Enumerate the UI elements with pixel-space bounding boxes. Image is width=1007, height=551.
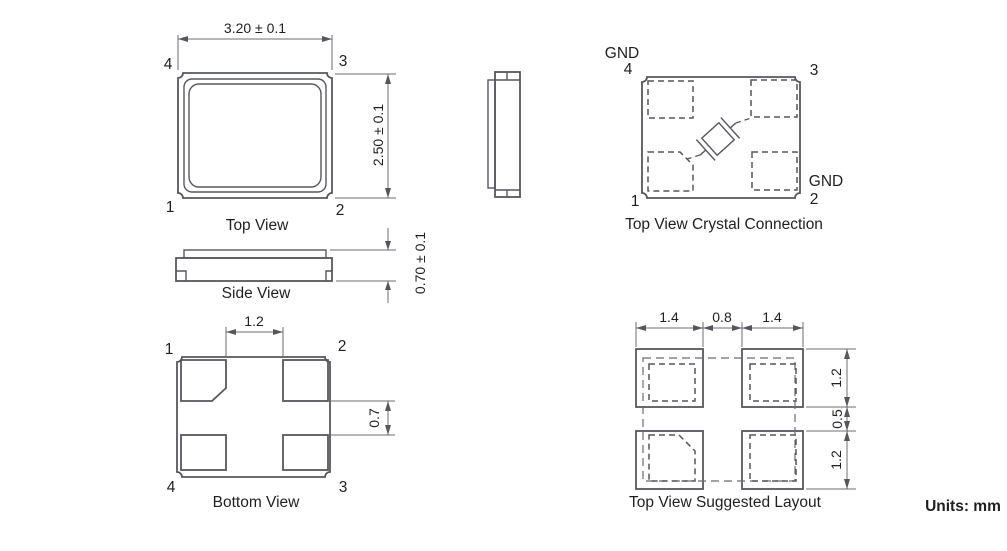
connection-pin2-label: 2 bbox=[809, 191, 819, 208]
bottom-view-gapy-dimension bbox=[330, 401, 395, 435]
top-view-height-dim-label: 2.50 ± 0.1 bbox=[369, 103, 386, 167]
layout-dashed-pad-bottom-right bbox=[750, 435, 796, 481]
bottom-view-pad2 bbox=[283, 360, 328, 401]
side-view bbox=[176, 228, 428, 303]
suggested-layout-caption: Top View Suggested Layout bbox=[629, 494, 821, 511]
connection-pad2 bbox=[752, 152, 797, 190]
side-view-caption: Side View bbox=[221, 285, 291, 302]
side-view-body bbox=[176, 258, 332, 281]
top-view-pin2-label: 2 bbox=[335, 202, 345, 219]
connection-gnd-right-label: GND bbox=[808, 173, 844, 190]
layout-dim-row-gap: 0.5 bbox=[828, 409, 845, 429]
connection-gnd-top-label: GND bbox=[604, 45, 640, 62]
bottom-view-pin3-label: 3 bbox=[338, 479, 348, 496]
front-view-pad-lines bbox=[495, 72, 520, 197]
layout-dim-right-pad-width: 1.4 bbox=[762, 309, 782, 325]
connection-pad4 bbox=[648, 81, 693, 118]
bottom-view bbox=[165, 313, 395, 511]
crystal-lead-to-pad3 bbox=[736, 118, 751, 123]
layout-right-dimensions bbox=[806, 349, 856, 489]
connection-pin1-label: 1 bbox=[630, 193, 640, 210]
bottom-view-pin2-label: 2 bbox=[337, 338, 347, 355]
top-view-pin4-label: 4 bbox=[163, 56, 173, 73]
top-view-pin1-label: 1 bbox=[165, 199, 175, 216]
side-view-thickness-dimension bbox=[330, 228, 428, 303]
bottom-view-pin4-label: 4 bbox=[166, 479, 176, 496]
front-view bbox=[488, 72, 520, 197]
crystal-connection-caption: Top View Crystal Connection bbox=[625, 216, 823, 233]
bottom-view-pad3 bbox=[283, 435, 328, 470]
bottom-view-pad1 bbox=[181, 360, 226, 401]
bottom-view-gapx-dimension bbox=[226, 313, 283, 357]
layout-package-dashed-outline bbox=[643, 358, 795, 481]
bottom-view-pin1-label: 1 bbox=[164, 341, 174, 358]
side-view-thickness-dim-label: 0.70 ± 0.1 bbox=[411, 231, 428, 295]
top-view-height-dimension bbox=[335, 74, 396, 198]
connection-pad3 bbox=[751, 80, 797, 117]
layout-top-dimensions bbox=[636, 309, 803, 347]
bottom-view-gapx-dim-label: 1.2 bbox=[244, 313, 264, 329]
crystal-connection-view bbox=[605, 45, 843, 233]
front-view-body bbox=[495, 72, 520, 197]
layout-dashed-pad-bottom-left bbox=[649, 435, 695, 481]
bottom-view-gapy-dim-label: 0.7 bbox=[365, 408, 382, 428]
connection-pad1 bbox=[648, 152, 693, 191]
layout-dim-pad-gap: 0.8 bbox=[712, 309, 732, 325]
layout-dashed-pad-top-left bbox=[649, 364, 695, 401]
top-view-package-outline bbox=[178, 73, 332, 198]
connection-package-outline bbox=[642, 77, 800, 198]
crystal-symbol bbox=[691, 113, 745, 166]
side-view-left-pad bbox=[176, 271, 186, 281]
connection-pin3-label: 3 bbox=[809, 62, 819, 79]
bottom-view-package-outline bbox=[177, 357, 330, 477]
bottom-view-pad4 bbox=[181, 435, 226, 470]
layout-dim-left-pad-width: 1.4 bbox=[659, 309, 679, 325]
top-view-lid bbox=[189, 84, 321, 187]
top-view-width-dim-label: 3.20 ± 0.1 bbox=[223, 20, 287, 36]
top-view-seam-ring bbox=[184, 79, 326, 192]
top-view-width-dimension bbox=[178, 20, 332, 70]
layout-dim-bottom-pad-height: 1.2 bbox=[827, 450, 844, 470]
side-view-lid bbox=[184, 250, 326, 258]
connection-pin4-label: 4 bbox=[623, 61, 633, 78]
front-view-lid bbox=[488, 80, 495, 188]
layout-dashed-pad-top-right bbox=[750, 364, 796, 401]
top-view-pin3-label: 3 bbox=[338, 53, 348, 70]
units-note: Units: mm bbox=[925, 498, 1001, 515]
top-view-caption: Top View bbox=[225, 217, 289, 234]
bottom-view-caption: Bottom View bbox=[212, 494, 300, 511]
suggested-layout-view bbox=[629, 309, 856, 511]
crystal-lead-to-pad1 bbox=[687, 155, 700, 159]
layout-dim-top-pad-height: 1.2 bbox=[827, 368, 844, 388]
top-view bbox=[164, 20, 396, 234]
